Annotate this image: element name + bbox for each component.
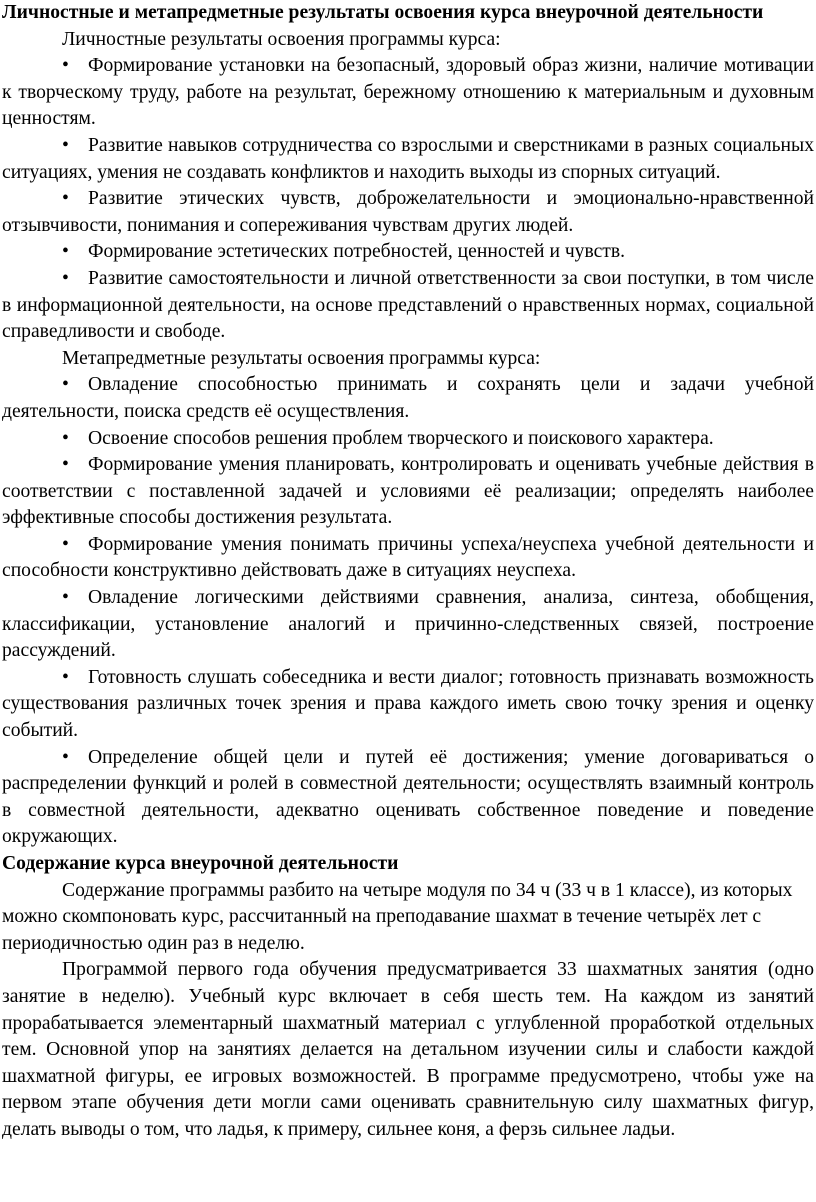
personal-results-intro: Личностные результаты освоения программы курса: (62, 28, 501, 50)
personal-item-text: Развитие навыков сотрудничества со взрослыми и сверстниками в разных социальных ситуациях, умения не создавать конфликтов и находить выходы из спорных ситуаций. (2, 134, 814, 183)
personal-item-text: Развитие самостоятельности и личной ответственности за свои поступки, в том числе в информационной деятельности, на основе представлений о нравственных нормах, социальной справедливости и свободе. (2, 267, 814, 343)
bullet-icon: • (62, 267, 69, 289)
section-heading-results: Личностные и метапредметные результаты освоения курса внеурочной деятельности (2, 2, 764, 23)
meta-item-text: Освоение способов решения проблем творческого и поискового характера. (88, 427, 714, 449)
bullet-icon: • (62, 188, 69, 210)
meta-item-5 (2, 585, 814, 665)
bullet-icon: • (62, 587, 69, 609)
bullet-icon: • (62, 134, 69, 156)
meta-item-3 (2, 452, 814, 532)
meta-item-text: Овладение способностью принимать и сохранять цели и задачи учебной деятельности, поиска средств её осуществления. (2, 374, 814, 422)
bullet-icon: • (62, 241, 69, 263)
meta-item-6 (2, 665, 814, 745)
personal-item-text: Развитие этических чувств, доброжелательности и эмоционально-нравственной отзывчивости, понимания и сопереживания чувствам других людей. (2, 188, 814, 236)
personal-item-text: Формирование эстетических потребностей, ценностей и чувств. (88, 241, 626, 263)
meta-results-intro: Метапредметные результаты освоения программы курса: (62, 347, 541, 369)
personal-item-3 (2, 186, 814, 239)
bullet-icon: • (62, 55, 69, 77)
bullet-icon: • (62, 666, 69, 688)
content-paragraph-1: Содержание программы разбито на четыре модуля по 34 ч (33 ч в 1 классе), из которых можно скомпоновать курс, рассчитанный на преподавание шахмат в течение четырёх лет с периодичностью один раз в неделю. (2, 879, 793, 954)
bullet-icon: • (62, 533, 69, 555)
personal-item-text: Формирование установки на безопасный, здоровый образ жизни, наличие мотивации к творческому труду, работе на результат, бережному отношению к материальным и духовным ценностям. (2, 55, 814, 130)
content-paragraph-2: Программой первого года обучения предусматривается 33 шахматных занятия (одно занятие в неделю). Учебный курс включает в себя шесть тем. На каждом из занятий прорабатывается элементарный шахматный материал с углубленной проработкой отдельных тем. Основной упор на занятиях делается на детальном изучении силы и слабости каждой шахматной фигуры, ее игровых возможностей. В программе предусмотрено, чтобы уже на первом этапе обучения дети могли сами оценивать сравнительную силу шахматных фигур, делать выводы о том, что ладья, к примеру, сильнее коня, а ферзь сильнее ладьи. (2, 959, 814, 1140)
meta-item-text: Готовность слушать собеседника и вести диалог; готовность признавать возможность существования различных точек зрения и права каждого иметь свою точку зрения и оценку событий. (2, 666, 814, 742)
meta-item-text: Овладение логическими действиями сравнения, анализа, синтеза, обобщения, классификации, установление аналогий и причинно-следственных связей, построение рассуждений. (2, 587, 814, 662)
meta-item-text: Формирование умения планировать, контролировать и оценивать учебные действия в соответствии с поставленной задачей и условиями её реализации; определять наиболее эффективные способы достижения результата. (2, 454, 814, 529)
bullet-icon: • (62, 746, 69, 768)
bullet-icon: • (62, 374, 69, 396)
meta-item-2 (2, 426, 814, 453)
bullet-icon: • (62, 454, 69, 476)
meta-item-1 (2, 372, 814, 425)
personal-item-4 (2, 239, 814, 266)
section-heading-content: Содержание курса внеурочной деятельности (2, 853, 399, 874)
meta-item-text: Определение общей цели и путей её достижения; умение договариваться о распределении функций и ролей в совместной деятельности; осуществлять взаимный контроль в совместной деятельности, адекватно оценивать собственное поведение и поведение окружающих. (2, 746, 814, 848)
personal-item-2 (2, 133, 814, 186)
meta-item-text: Формирование умения понимать причины успеха/неуспеха учебной деятельности и способности конструктивно действовать даже в ситуациях неуспеха. (2, 533, 814, 582)
meta-item-4 (2, 532, 814, 585)
personal-item-5 (2, 266, 814, 346)
bullet-icon: • (62, 427, 69, 449)
meta-item-7 (2, 745, 814, 851)
personal-item-1 (2, 53, 814, 133)
